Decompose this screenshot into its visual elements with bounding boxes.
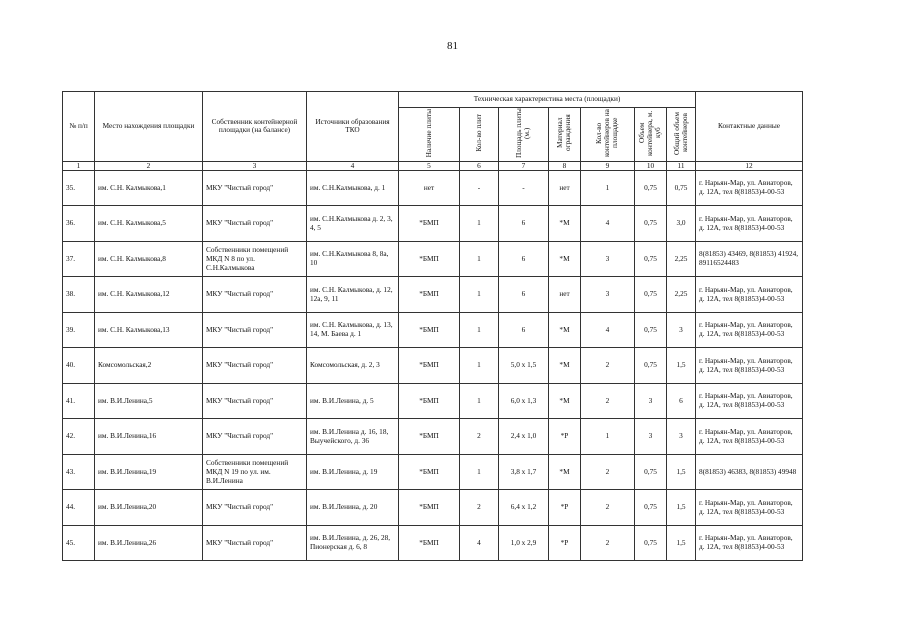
- waste-sources-cell: им. В.И.Ленина, д. 26, 28, Пионерская д. 6, 8: [307, 525, 399, 561]
- header-sources: Источники образования ТКО: [307, 92, 399, 162]
- fence-material-cell: *М: [549, 383, 581, 419]
- table-row: [63, 419, 803, 455]
- fence-material-cell: *М: [549, 312, 581, 348]
- site-location-cell: им. В.И.Ленина,16: [95, 419, 203, 455]
- waste-sources-cell: им. С.Н.Калмыкова 8, 8а, 10: [307, 241, 399, 277]
- column-number: 9: [581, 161, 635, 170]
- plates-area-cell: 6,4 х 1,2: [499, 490, 549, 526]
- row-number-cell: 38.: [63, 277, 95, 313]
- table-row: [63, 277, 803, 313]
- waste-sources-cell: им. С.Н. Калмыкова, д. 13, 14, М. Баева д. 1: [307, 312, 399, 348]
- plates-area-cell: 6: [499, 312, 549, 348]
- plates-area-cell: 1,0 х 2,9: [499, 525, 549, 561]
- row-number-cell: 44.: [63, 490, 95, 526]
- table-row: [63, 383, 803, 419]
- containers-count-cell: 2: [581, 383, 635, 419]
- table-row: [63, 348, 803, 384]
- waste-sources-cell: им. В.И.Ленина, д. 19: [307, 454, 399, 490]
- site-location-cell: им. В.И.Ленина,20: [95, 490, 203, 526]
- site-owner-cell: Собственники помещений МКД N 19 по ул. им. В.И.Ленина: [203, 454, 307, 490]
- total-volume-cell: 1,5: [667, 525, 696, 561]
- plates-count-cell: 1: [460, 241, 499, 277]
- contacts-cell: г. Нарьян-Мар, ул. Авиаторов, д. 12А, тел 8(81853)4-00-53: [696, 383, 803, 419]
- containers-count-cell: 4: [581, 312, 635, 348]
- column-number: 11: [667, 161, 696, 170]
- fence-material-cell: нет: [549, 170, 581, 206]
- fence-material-cell: *Р: [549, 490, 581, 526]
- row-number-cell: 39.: [63, 312, 95, 348]
- contacts-cell: г. Нарьян-Мар, ул. Авиаторов, д. 12А, тел 8(81853)4-00-53: [696, 312, 803, 348]
- plates-count-cell: 1: [460, 277, 499, 313]
- plates-count-cell: 1: [460, 454, 499, 490]
- table-header: [63, 92, 803, 171]
- row-number-cell: 36.: [63, 206, 95, 242]
- plates-area-cell: 6: [499, 241, 549, 277]
- column-number: 2: [95, 161, 203, 170]
- total-volume-cell: 3: [667, 419, 696, 455]
- containers-count-cell: 2: [581, 490, 635, 526]
- container-volume-cell: 0,75: [635, 241, 667, 277]
- plates-count-cell: 1: [460, 383, 499, 419]
- container-volume-cell: 0,75: [635, 348, 667, 384]
- total-volume-cell: 6: [667, 383, 696, 419]
- waste-sources-cell: им. С.Н. Калмыкова, д. 12, 12а, 9, 11: [307, 277, 399, 313]
- containers-count-cell: 2: [581, 525, 635, 561]
- header-plates: Наличие плиты: [399, 108, 460, 162]
- plates-count-cell: 2: [460, 419, 499, 455]
- table-row: [63, 206, 803, 242]
- site-owner-cell: МКУ "Чистый город": [203, 206, 307, 242]
- site-owner-cell: МКУ "Чистый город": [203, 170, 307, 206]
- fence-material-cell: *М: [549, 206, 581, 242]
- plates-cell: *БМП: [399, 525, 460, 561]
- contacts-cell: г. Нарьян-Мар, ул. Авиаторов, д. 12А, тел 8(81853)4-00-53: [696, 170, 803, 206]
- contacts-cell: г. Нарьян-Мар, ул. Авиаторов, д. 12А, тел 8(81853)4-00-53: [696, 206, 803, 242]
- container-volume-cell: 0,75: [635, 312, 667, 348]
- container-volume-cell: 3: [635, 419, 667, 455]
- fence-material-cell: *Р: [549, 419, 581, 455]
- site-location-cell: им. С.Н. Калмыкова,5: [95, 206, 203, 242]
- table-row: [63, 490, 803, 526]
- site-owner-cell: Собственники помещений МКД N 8 по ул. С.Н.Калмыкова: [203, 241, 307, 277]
- plates-cell: *БМП: [399, 490, 460, 526]
- plates-area-cell: -: [499, 170, 549, 206]
- plates-area-cell: 6,0 х 1,3: [499, 383, 549, 419]
- site-owner-cell: МКУ "Чистый город": [203, 525, 307, 561]
- contacts-cell: г. Нарьян-Мар, ул. Авиаторов, д. 12А, тел 8(81853)4-00-53: [696, 348, 803, 384]
- containers-count-cell: 2: [581, 454, 635, 490]
- site-location-cell: им. С.Н. Калмыкова,8: [95, 241, 203, 277]
- plates-count-cell: 2: [460, 490, 499, 526]
- plates-cell: *БМП: [399, 454, 460, 490]
- table-body: [63, 170, 803, 561]
- site-location-cell: им. С.Н. Калмыкова,13: [95, 312, 203, 348]
- plates-area-cell: 3,8 х 1,7: [499, 454, 549, 490]
- header-plates-count: Кол-во плит: [460, 108, 499, 162]
- total-volume-cell: 0,75: [667, 170, 696, 206]
- plates-cell: *БМП: [399, 312, 460, 348]
- contacts-cell: 8(81853) 46383, 8(81853) 49948: [696, 454, 803, 490]
- column-number: 6: [460, 161, 499, 170]
- row-number-cell: 37.: [63, 241, 95, 277]
- waste-sources-cell: им. В.И.Ленина, д. 5: [307, 383, 399, 419]
- containers-count-cell: 3: [581, 241, 635, 277]
- container-volume-cell: 0,75: [635, 490, 667, 526]
- plates-count-cell: 1: [460, 206, 499, 242]
- row-number-cell: 41.: [63, 383, 95, 419]
- column-number: 4: [307, 161, 399, 170]
- total-volume-cell: 1,5: [667, 348, 696, 384]
- waste-sources-cell: им. В.И.Ленина д. 16, 18, Выучейского, д. 36: [307, 419, 399, 455]
- header-contacts: Контактные данные: [696, 92, 803, 162]
- total-volume-cell: 1,5: [667, 490, 696, 526]
- header-total-volume: Общий объем контейнеров: [667, 108, 696, 162]
- container-volume-cell: 0,75: [635, 525, 667, 561]
- plates-cell: нет: [399, 170, 460, 206]
- site-owner-cell: МКУ "Чистый город": [203, 348, 307, 384]
- plates-area-cell: 6: [499, 206, 549, 242]
- contacts-cell: г. Нарьян-Мар, ул. Авиаторов, д. 12А, тел 8(81853)4-00-53: [696, 277, 803, 313]
- column-number: 5: [399, 161, 460, 170]
- container-sites-table: [62, 91, 803, 561]
- plates-area-cell: 5,0 х 1,5: [499, 348, 549, 384]
- column-number: 7: [499, 161, 549, 170]
- site-owner-cell: МКУ "Чистый город": [203, 490, 307, 526]
- waste-sources-cell: Комсомольская, д. 2, 3: [307, 348, 399, 384]
- plates-area-cell: 6: [499, 277, 549, 313]
- column-number-row: [63, 161, 803, 170]
- header-container-volume: Объем контейнера, м. куб: [635, 108, 667, 162]
- container-volume-cell: 3: [635, 383, 667, 419]
- plates-count-cell: 1: [460, 312, 499, 348]
- container-volume-cell: 0,75: [635, 454, 667, 490]
- row-number-cell: 40.: [63, 348, 95, 384]
- fence-material-cell: *М: [549, 348, 581, 384]
- fence-material-cell: *Р: [549, 525, 581, 561]
- site-location-cell: им. В.И.Ленина,19: [95, 454, 203, 490]
- table-row: [63, 454, 803, 490]
- plates-area-cell: 2,4 х 1,0: [499, 419, 549, 455]
- column-number: 12: [696, 161, 803, 170]
- total-volume-cell: 3: [667, 312, 696, 348]
- contacts-cell: г. Нарьян-Мар, ул. Авиаторов, д. 12А, тел 8(81853)4-00-53: [696, 419, 803, 455]
- header-plates-area: Площадь плиты (м.): [499, 108, 549, 162]
- table-row: [63, 241, 803, 277]
- containers-count-cell: 2: [581, 348, 635, 384]
- containers-count-cell: 4: [581, 206, 635, 242]
- header-fence-material: Материал ограждения: [549, 108, 581, 162]
- total-volume-cell: 3,0: [667, 206, 696, 242]
- site-location-cell: им. С.Н. Калмыкова,1: [95, 170, 203, 206]
- contacts-cell: 8(81853) 43469, 8(81853) 41924, 89116524483: [696, 241, 803, 277]
- site-location-cell: Комсомольская,2: [95, 348, 203, 384]
- column-number: 10: [635, 161, 667, 170]
- fence-material-cell: нет: [549, 277, 581, 313]
- table-row: [63, 312, 803, 348]
- container-volume-cell: 0,75: [635, 206, 667, 242]
- site-owner-cell: МКУ "Чистый город": [203, 383, 307, 419]
- waste-sources-cell: им. С.Н.Калмыкова д. 2, 3, 4, 5: [307, 206, 399, 242]
- plates-count-cell: 4: [460, 525, 499, 561]
- contacts-cell: г. Нарьян-Мар, ул. Авиаторов, д. 12А, тел 8(81853)4-00-53: [696, 525, 803, 561]
- plates-count-cell: -: [460, 170, 499, 206]
- plates-cell: *БМП: [399, 383, 460, 419]
- page-number: 81: [447, 40, 458, 52]
- plates-count-cell: 1: [460, 348, 499, 384]
- column-number: 3: [203, 161, 307, 170]
- waste-sources-cell: им. В.И.Ленина, д. 20: [307, 490, 399, 526]
- fence-material-cell: *М: [549, 241, 581, 277]
- containers-count-cell: 1: [581, 419, 635, 455]
- total-volume-cell: 2,25: [667, 241, 696, 277]
- plates-cell: *БМП: [399, 348, 460, 384]
- plates-cell: *БМП: [399, 277, 460, 313]
- contacts-cell: г. Нарьян-Мар, ул. Авиаторов, д. 12А, тел 8(81853)4-00-53: [696, 490, 803, 526]
- plates-cell: *БМП: [399, 241, 460, 277]
- header-location: Место нахождения площадки: [95, 92, 203, 162]
- fence-material-cell: *М: [549, 454, 581, 490]
- column-number: 1: [63, 161, 95, 170]
- containers-count-cell: 3: [581, 277, 635, 313]
- row-number-cell: 35.: [63, 170, 95, 206]
- header-containers-count: Кол-во контейнеров на площадке: [581, 108, 635, 162]
- container-volume-cell: 0,75: [635, 170, 667, 206]
- row-number-cell: 42.: [63, 419, 95, 455]
- site-owner-cell: МКУ "Чистый город": [203, 419, 307, 455]
- site-location-cell: им. В.И.Ленина,26: [95, 525, 203, 561]
- total-volume-cell: 1,5: [667, 454, 696, 490]
- waste-sources-cell: им. С.Н.Калмыкова, д. 1: [307, 170, 399, 206]
- table-row: [63, 525, 803, 561]
- plates-cell: *БМП: [399, 206, 460, 242]
- table-row: [63, 170, 803, 206]
- header-tech: Техническая характеристика места (площадки): [399, 92, 696, 108]
- row-number-cell: 45.: [63, 525, 95, 561]
- column-number: 8: [549, 161, 581, 170]
- containers-count-cell: 1: [581, 170, 635, 206]
- plates-cell: *БМП: [399, 419, 460, 455]
- site-location-cell: им. С.Н. Калмыкова,12: [95, 277, 203, 313]
- site-owner-cell: МКУ "Чистый город": [203, 277, 307, 313]
- header-num: № п/п: [63, 92, 95, 162]
- site-owner-cell: МКУ "Чистый город": [203, 312, 307, 348]
- row-number-cell: 43.: [63, 454, 95, 490]
- total-volume-cell: 2,25: [667, 277, 696, 313]
- site-location-cell: им. В.И.Ленина,5: [95, 383, 203, 419]
- header-owner: Собственник контейнерной площадки (на балансе): [203, 92, 307, 162]
- container-volume-cell: 0,75: [635, 277, 667, 313]
